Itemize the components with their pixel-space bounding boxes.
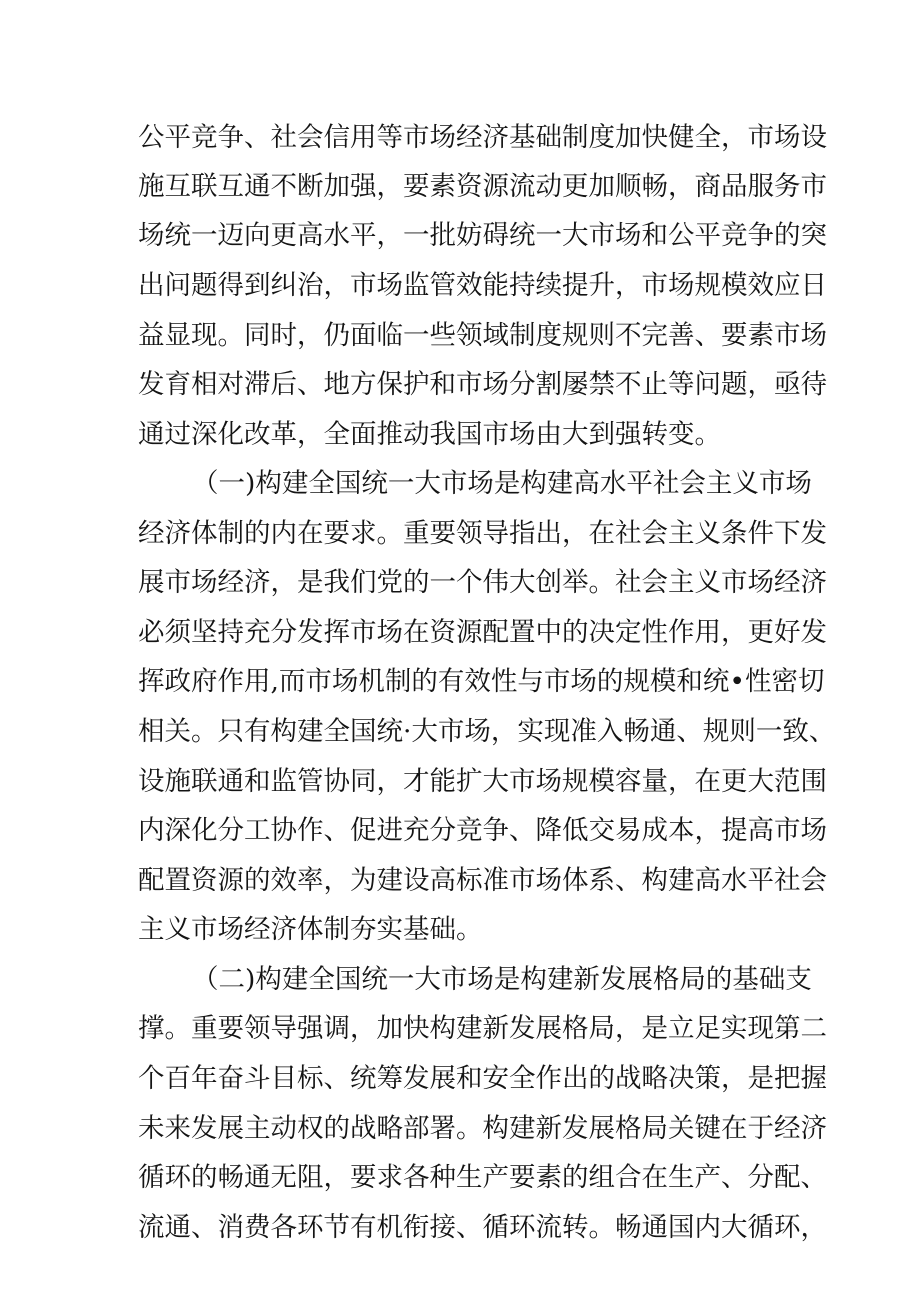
line-text: 配置资源的效率，为建设高标准市场体系、构建高水平社会 xyxy=(138,865,827,896)
line-text: 施互联互通不断加强，要素资源流动更加顺畅，商品服务市 xyxy=(138,171,827,202)
text-line xyxy=(0,809,920,853)
line-text: 个百年奋斗目标、统筹发展和安全作出的战略决策，是把握 xyxy=(138,1063,827,1094)
paragraph-first-line xyxy=(0,462,920,506)
line-text: （一)构建全国统一大市场是构建高水平社会主义市场 xyxy=(192,468,812,499)
text-line xyxy=(0,264,920,308)
line-text: 通过深化改革，全面推动我国市场由大到强转变。 xyxy=(138,419,721,450)
text-line xyxy=(0,611,920,655)
text-line xyxy=(0,1206,920,1250)
text-line xyxy=(0,116,920,160)
line-text: 内深化分工协作、促进充分竞争、降低交易成本，提高市场 xyxy=(138,815,827,846)
line-text: 相关。只有构建全国统·大市场，实现准入畅通、规则一致、 xyxy=(138,716,836,747)
text-line xyxy=(0,760,920,804)
paragraph-first-line xyxy=(0,958,920,1002)
line-text: 必须坚持充分发挥市场在资源配置中的决定性作用，更好发 xyxy=(138,617,827,648)
text-line xyxy=(0,710,920,754)
text-line xyxy=(0,1156,920,1200)
text-line xyxy=(0,660,920,704)
line-text: 发育相对滞后、地方保护和市场分割屡禁不止等问题，亟待 xyxy=(138,369,827,400)
text-line xyxy=(0,214,920,258)
line-text: 场统一迈向更高水平，一批妨碍统一大市场和公平竞争的突 xyxy=(138,220,827,251)
text-line xyxy=(0,512,920,556)
line-text: 公平竞争、社会信用等市场经济基础制度加快健全，市场设 xyxy=(138,122,827,153)
text-line xyxy=(0,1057,920,1101)
text-line xyxy=(0,908,920,952)
text-line xyxy=(0,1107,920,1151)
text-line xyxy=(0,314,920,358)
line-text: 未来发展主动权的战略部署。构建新发展格局关键在于经济 xyxy=(138,1113,827,1144)
line-text: 挥政府作用,而市场机制的有效性与市场的规模和统•性密切 xyxy=(138,666,825,697)
line-text: 设施联通和监管协同，才能扩大市场规模容量，在更大范围 xyxy=(138,766,827,797)
text-line xyxy=(0,363,920,407)
text-line xyxy=(0,859,920,903)
text-line xyxy=(0,413,920,457)
text-line xyxy=(0,1007,920,1051)
line-text: 出问题得到纠治，市场监管效能持续提升，市场规模效应日 xyxy=(138,270,827,301)
line-text: 益显现。同时，仍面临一些领域制度规则不完善、要素市场 xyxy=(138,320,827,351)
line-text: 展市场经济，是我们党的一个伟大创举。社会主义市场经济 xyxy=(138,567,827,598)
line-text: （二)构建全国统一大市场是构建新发展格局的基础支 xyxy=(192,964,812,995)
text-line xyxy=(0,165,920,209)
line-text: 流通、消费各环节有机衔接、循环流转。畅通国内大循环， xyxy=(138,1212,827,1243)
line-text: 经济体制的内在要求。重要领导指出，在社会主义条件下发 xyxy=(138,518,827,549)
text-line xyxy=(0,561,920,605)
line-text: 循环的畅通无阻，要求各种生产要素的组合在生产、分配、 xyxy=(138,1162,827,1193)
line-text: 撑。重要领导强调，加快构建新发展格局，是立足实现第二 xyxy=(138,1013,827,1044)
line-text: 主义市场经济体制夯实基础。 xyxy=(138,914,483,945)
